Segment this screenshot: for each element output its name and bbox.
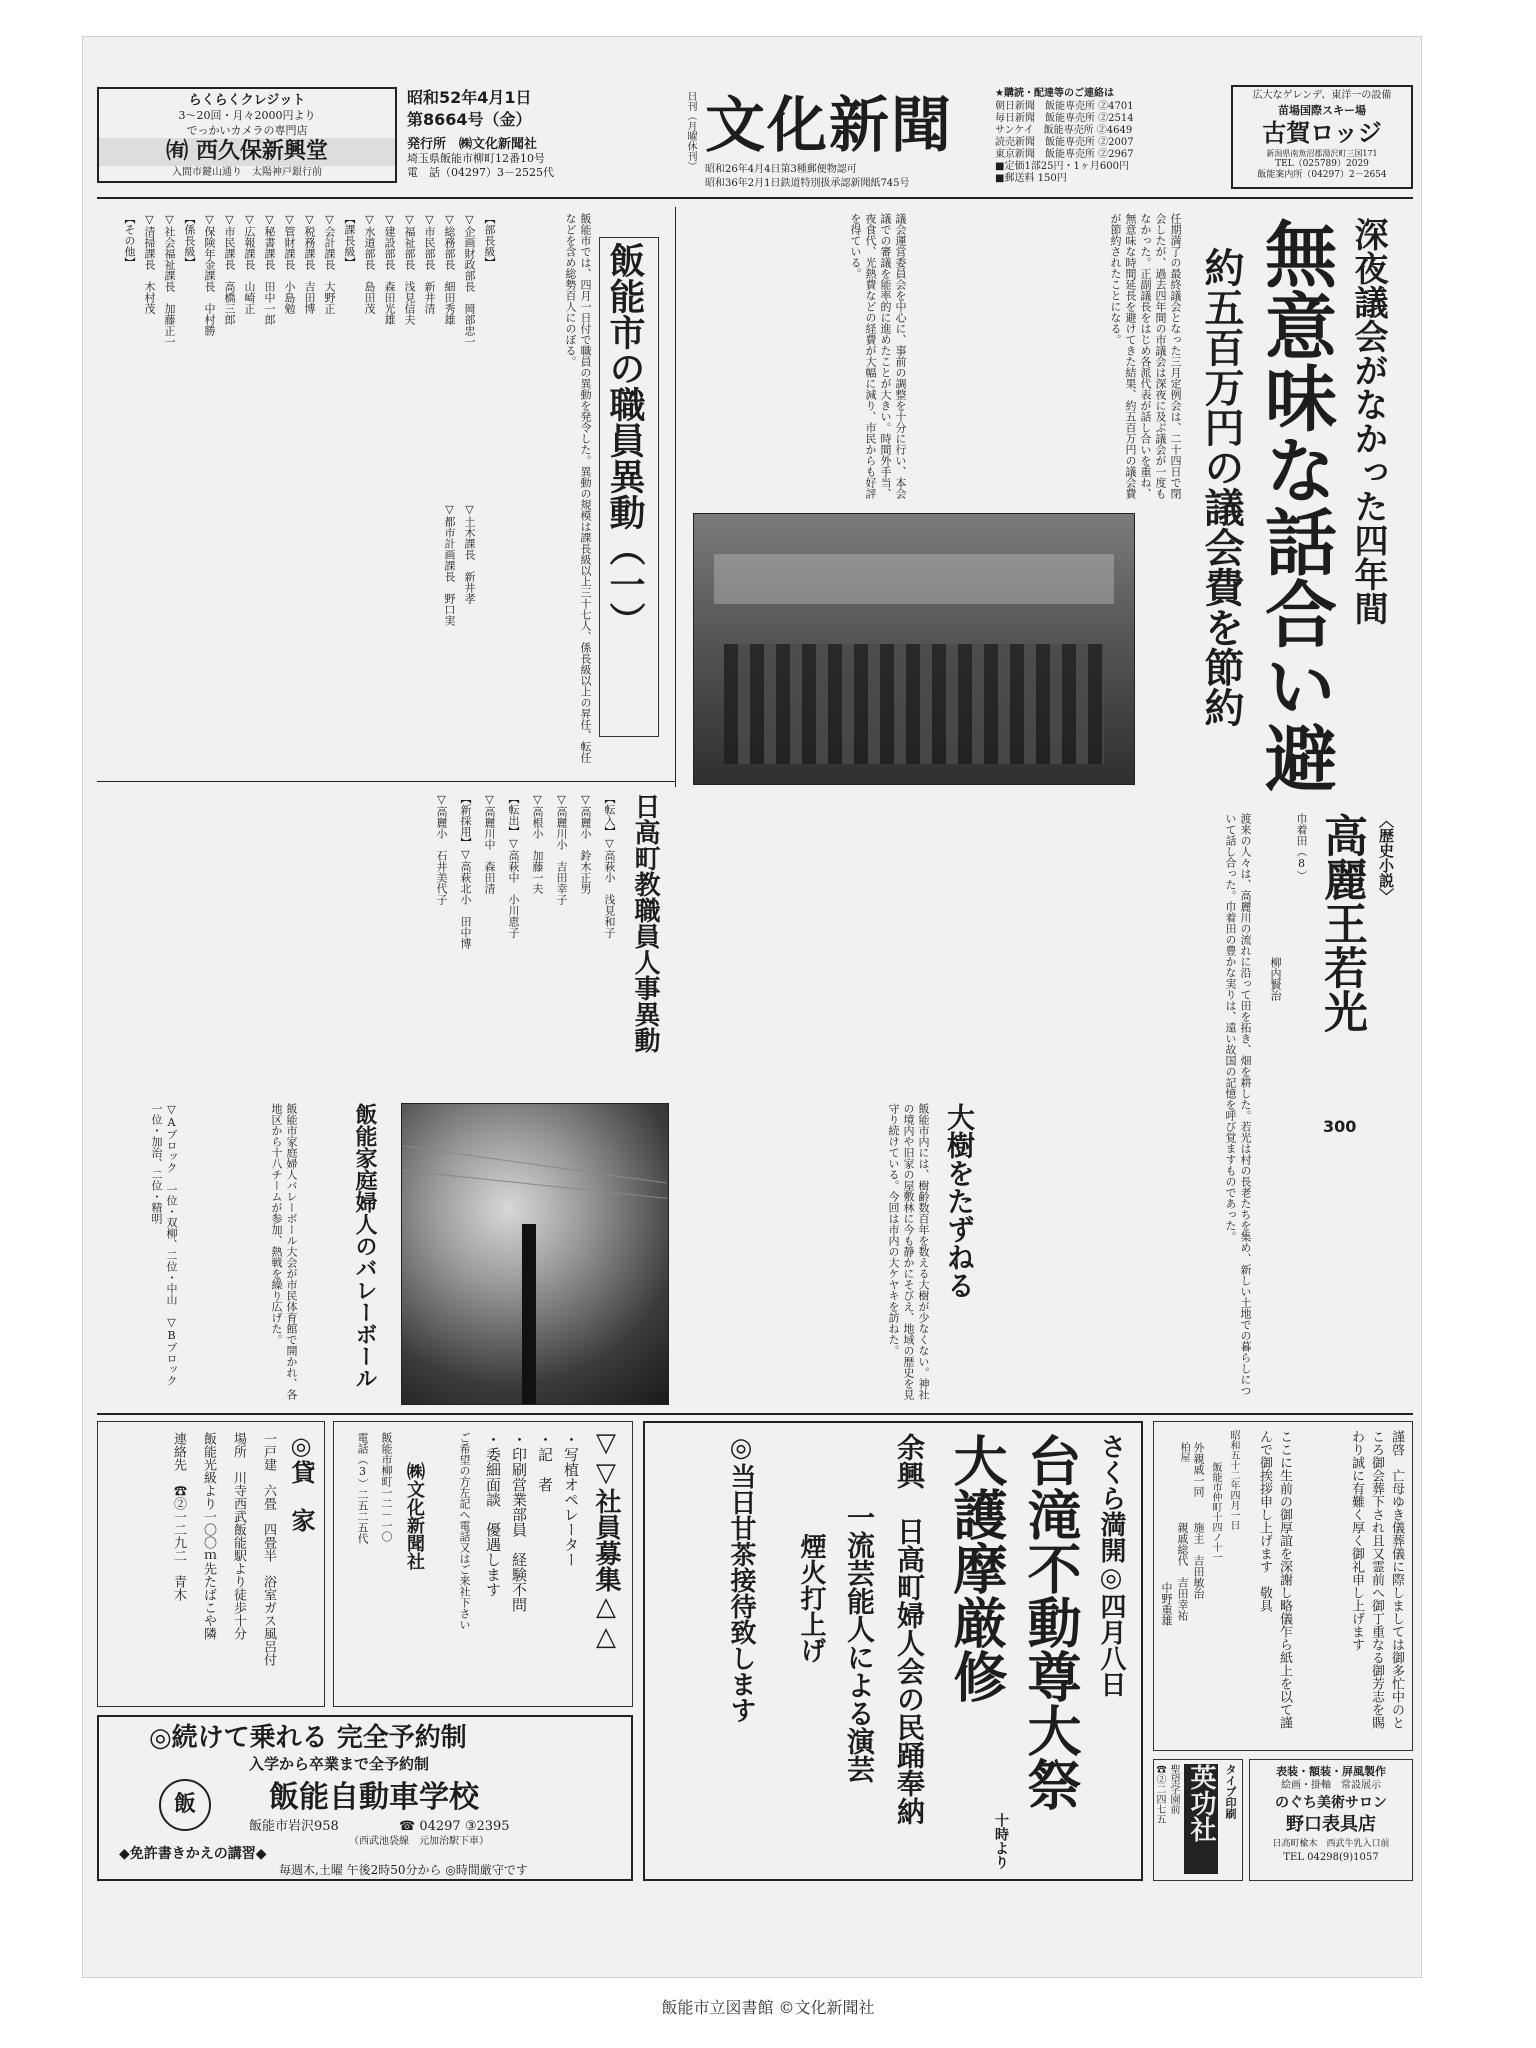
masthead-title: 文化新聞 [705, 91, 953, 161]
ad-thanks-line1: 謹啓 亡母ゆき儀葬儀に際しましては御多忙中のところ御会葬下され且又霊前へ御丁重なる御芳志を賜わり誠に有難く厚く御礼申し上げます [1349, 1430, 1404, 1729]
personnel-section-1: 【部長級】 [483, 213, 496, 268]
personnel-entry-16: ▽土木課長 新井孝 [463, 503, 476, 604]
volleyball-results: ▽Aブロック 一位・双柳、二位・中山 ▽Bブロック 一位・加治、二位・精明 [150, 1103, 178, 1397]
ad-recruit-company: ㈱文化新聞社 [404, 1462, 425, 1570]
ad-thanks [1153, 1421, 1413, 1751]
masthead-address: 埼玉県飯能市柳町12番10号 [407, 152, 545, 165]
agency-5: 東京新聞 飯能専売所 ②2967 [995, 149, 1134, 160]
teachers-entry-1: 【転入】▽高萩小 浅見和子 [603, 793, 616, 938]
teachers-entry-4: ▽高根小 加藤一夫 [531, 793, 544, 894]
ad-print-label: タイプ印刷 [1224, 1764, 1237, 1819]
personnel-entry-9: ▽管財課長 小島勉 [283, 213, 296, 314]
teachers-entry-5: 【転出】▽高萩中 小川恵子 [507, 793, 520, 938]
ad-driving-course: ◆免許書きかえの講習◆ [119, 1846, 267, 1862]
ad-rent [97, 1421, 325, 1707]
ad-festival [643, 1421, 1143, 1881]
ad-print-name: 英功社 [1184, 1764, 1218, 1874]
lead-photo-council [693, 513, 1135, 785]
ad-festival-time: 十時より [993, 1813, 1009, 1869]
ad-recruit-item-4: ・委細面談 優遇します [484, 1432, 502, 1597]
ad-koga-name: 古賀ロッジ [1262, 119, 1382, 147]
masthead-price: ■定価1部25円・1ヶ月600円 [995, 161, 1129, 172]
ad-recruit-addr: 飯能市柳町一二－一〇 [380, 1432, 393, 1542]
personnel-entry-15: ▽清掃課長 木村茂 [143, 213, 156, 314]
ad-thanks-date: 昭和五十二年四月一日 [1228, 1430, 1239, 1530]
novel-chapter: 巾着田（8） [1295, 813, 1308, 881]
personnel-entry-2: ▽総務部長 細田秀雄 [443, 213, 456, 325]
ad-festival-yokyo: 余興 日高町婦人会の民踊奉納 [893, 1433, 926, 1825]
ad-thanks-shop: 柏屋 [1178, 1442, 1189, 1462]
novel-author: 柳内賢治 [1269, 957, 1282, 1001]
masthead-postage: ■郵送料 150円 [995, 173, 1067, 184]
ad-thanks-addr: 飯能市仲町十四ノ十一 [1210, 1462, 1221, 1562]
ad-festival-name: 台滝不動尊大祭 [1019, 1433, 1082, 1811]
novel-title: 高麗王若光 [1316, 813, 1367, 1033]
ad-festival-fireworks: 煙火打上げ [796, 1533, 826, 1663]
ad-nishikubo-shop: ㈲ 西久保新興堂 [99, 138, 395, 166]
ad-nishikubo-line2: 3〜20回・月々2000円より [178, 109, 316, 122]
personnel-entry-14: ▽社会福祉課長 加藤正一 [163, 213, 176, 347]
ad-print-shop [1153, 1759, 1243, 1881]
ad-rent-title: ◎貸 家 [287, 1432, 315, 1532]
ad-driving-tel: ☎ 04297 ③2395 [399, 1819, 510, 1834]
masthead-date: 昭和52年4月1日 [407, 88, 532, 107]
ad-festival-top: さくら満開◎四月八日 [1096, 1433, 1126, 1697]
ad-nishikubo [97, 87, 397, 183]
ad-rent-line-3: 飯能光級より一〇〇ｍ先たばこや隣 [201, 1432, 216, 1640]
newspaper-page [82, 36, 1422, 1978]
ad-thanks-name-1: 施主 吉田敏治 [1192, 1522, 1205, 1599]
ad-recruit-item-2: ・記 者 [536, 1432, 554, 1492]
agency-1: 朝日新聞 飯能専売所 ②4701 [995, 101, 1134, 112]
upper-section-rule [97, 781, 675, 782]
personnel-entry-5: ▽建設部長 森田光雄 [383, 213, 396, 325]
personnel-entry-6: ▽水道部長 島田茂 [363, 213, 376, 314]
ad-art-line1: 表装・額装・屏風製作 [1276, 1765, 1386, 1778]
personnel-list [97, 213, 497, 773]
personnel-entry-7: ▽会計課長 大野正 [323, 213, 336, 314]
ad-art-name2: 野口表具店 [1286, 1814, 1376, 1835]
ad-koga-addr: 新潟県南魚沼郡湯沢町三国171 [1266, 149, 1378, 158]
masthead-permit1: 昭和26年4月4日第3種郵便物認可 [705, 164, 857, 175]
lead-body-1: 任期満了の最終議会となった三月定例会は、二十四日で閉会したが、過去四年間の市議会は深夜に及ぶ議会が一度もなかった。正副議長をはじめ各派代表が話し合いを重ね、無意味な時間延長を避けてきた結果、約五百万円の議会費が節約されたことになる。 [1109, 213, 1182, 499]
agency-3: サンケイ 飯能専売所 ②4649 [995, 125, 1133, 136]
ad-nishikubo-line1: らくらくクレジット [188, 93, 306, 108]
ad-rent-line-2: 場所 川寺西武飯能駅より徒歩十分 [231, 1432, 246, 1640]
ad-art-name1: のぐち美術サロン [1275, 1795, 1387, 1811]
ad-rent-line-1: 一戸建 六畳 四畳半 浴室ガス風呂付 [261, 1432, 276, 1666]
tree-headline: 大樹をたずねる [943, 1103, 976, 1299]
ad-driving-addr: 飯能市岩沢958 [249, 1819, 339, 1834]
ad-art-addr: 日高町楡木 西武牛乳入口前 [1272, 1839, 1390, 1849]
ad-art-tel: TEL 04298(9)1057 [1283, 1852, 1379, 1863]
personnel-headline: 飯能市の職員異動（一） [599, 237, 659, 737]
ad-thanks-line2: ここに生前の御厚誼を深謝し略儀乍ら紙上を以て謹んで御挨拶申し上げます 敬具 [1257, 1430, 1292, 1729]
tree-body: 飯能市内には、樹齢数百年を数える大樹が少なくない。神社の境内や旧家の屋敷林に今も静かにそびえ、地域の歴史を見守り続けている。今回は市内の大ケヤキを訪ねた。 [887, 1103, 930, 1400]
masthead-issue: 第8664号（金） [407, 110, 532, 129]
lead-divider [675, 207, 676, 787]
ad-nishikubo-line3: でっかいカメラの専門店 [186, 124, 308, 137]
ad-noguchi-art [1249, 1759, 1413, 1881]
masthead-rule [97, 197, 1413, 199]
ad-koga-tel2: 飯能案内所（04297）2－2654 [1257, 170, 1387, 180]
personnel-section-3: 【係長級】 [183, 213, 196, 268]
teachers-entry-2: ▽高麗小 鈴木正男 [579, 793, 592, 894]
personnel-section-2: 【課長級】 [343, 213, 356, 268]
tree-photo [401, 1103, 669, 1405]
novel-label: 〈歴史小説〉 [1377, 813, 1395, 903]
teachers-headline: 日高町教職員人事異動 [630, 793, 660, 1053]
ad-koga-line1: 広大なゲレンデ、東洋一の設備 [1252, 90, 1392, 101]
personnel-entry-3: ▽市民部長 新井清 [423, 213, 436, 314]
ad-festival-geino: 一流芸能人による演芸 [843, 1503, 876, 1783]
novel-body: 渡来の人々は、高麗川の流れに沿って田を拓き、畑を耕した。若光は村の長老たちを集め、新しい土地での暮らしについて話し合った。巾着田の豊かな実りは、遠い故国の記憶を呼び覚ますものであった。 [1224, 813, 1252, 1396]
subscription-title: ★購読・配達等のご連絡は [995, 88, 1114, 99]
masthead-permit2: 昭和36年2月1日鉄道特別扱承認新聞紙745号 [705, 178, 910, 189]
ad-thanks-name-2: 親戚総代 吉田幸祐 [1176, 1522, 1189, 1621]
lead-headline: 無意味な話合い避 [1253, 217, 1337, 793]
personnel-entry-10: ▽秘書課長 田中一郎 [263, 213, 276, 325]
ad-driving-sub: 入学から卒業まで全予約制 [249, 1755, 430, 1773]
ad-recruit-tel: 電話（3）二五二五代 [356, 1432, 369, 1544]
novel-number: 300 [1323, 1117, 1357, 1136]
ad-koga-tel1: TEL（025789）2029 [1275, 159, 1369, 169]
ad-driving-title: ◎続けて乗れる 完全予約制 [149, 1723, 467, 1753]
teachers-entry-7: 【新採用】▽高萩北小 田中博 [459, 793, 472, 949]
teachers-list [97, 793, 617, 1093]
ad-print-addr: 聖望学園前 [1168, 1764, 1179, 1814]
ad-thanks-name-4: 外親戚一同 [1192, 1442, 1205, 1497]
masthead-info [407, 87, 677, 187]
masthead-frequency: 日刊（月曜休刊） [685, 91, 696, 171]
ad-thanks-name-3: 中野重雄 [1160, 1582, 1173, 1626]
ad-driving-name: 飯能自動車学校 [269, 1780, 479, 1815]
ad-driving-station: （西武池袋線 元加治駅下車） [349, 1836, 489, 1847]
ad-print-tel: ☎②二四七五 [1154, 1764, 1165, 1824]
volleyball-headline: 飯能家庭婦人のバレーボール [352, 1103, 377, 1389]
ad-festival-rite: 大護摩厳修 [945, 1433, 1008, 1703]
lead-body-2: 議会運営委員会を中心に、事前の調整を十分に行い、本会議での審議を能率的に進めたことが大きい。時間外手当、夜食代、光熱費などの経費が大幅に減り、市民からも好評を得ている。 [849, 213, 907, 499]
ad-recruit-title: ▽▽社員募集△△ [591, 1428, 621, 1652]
personnel-entry-8: ▽税務課長 吉田博 [303, 213, 316, 314]
personnel-entry-11: ▽広報課長 山崎正 [243, 213, 256, 314]
ad-nishikubo-addr: 入間市鍵山通り 太陽神戸銀行前 [172, 167, 322, 178]
personnel-entry-13: ▽保険年金課長 中村勝 [203, 213, 216, 336]
personnel-entry-12: ▽市民課長 高橋三郎 [223, 213, 236, 325]
teachers-entry-3: ▽高麗川小 吉田幸子 [555, 793, 568, 905]
lead-kicker: 深夜議会がなかった四年間 [1348, 217, 1388, 625]
volleyball-body: 飯能市家庭婦人バレーボール大会が市民体育館で開かれ、各地区から十八チームが参加、熱戦を繰り広げた。 [270, 1103, 298, 1400]
page-footer: 飯能市立図書館 ©文化新聞社 [661, 1998, 875, 2017]
ad-rent-line-4: 連絡先 ☎②一二九二 青木 [171, 1432, 186, 1601]
agency-4: 読売新聞 飯能専売所 ②2007 [995, 137, 1134, 148]
ad-koga-line2: 苗場国際スキー場 [1278, 104, 1366, 117]
ad-driving-school [97, 1715, 633, 1881]
personnel-entry-4: ▽福祉部長 浅見信夫 [403, 213, 416, 325]
teachers-entry-8: ▽高麗小 石井美代子 [435, 793, 448, 905]
personnel-entry-1: ▽企画財政部長 岡部忠一 [463, 213, 476, 347]
ad-driving-time: 毎週木,土曜 午後2時50分から ◎時間厳守です [279, 1863, 528, 1877]
ad-koga-lodge [1231, 85, 1413, 189]
personnel-entry-17: ▽都市計画課長 野口実 [443, 503, 456, 626]
lead-sub: 約五百万円の議会費を節約 [1198, 247, 1244, 727]
masthead-publisher: 発行所 ㈱文化新聞社 [407, 137, 538, 152]
personnel-section-4: 【その他】 [123, 213, 136, 268]
personnel-intro: 飯能市では、四月一日付で職員の異動を発令した。異動の規模は課長級以上三十七人、係長級以上の昇任、転任などを含め総勢百人にのぼる。 [564, 213, 592, 763]
ad-art-line2: 絵画・掛軸 常設展示 [1281, 1780, 1381, 1791]
subscription-box [995, 87, 1223, 191]
ad-driving-logo: 飯 [159, 1779, 211, 1831]
ad-recruit-item-3: ・印刷営業部員 経験不問 [510, 1432, 528, 1612]
ad-recruit [333, 1421, 633, 1707]
mid-section-rule [97, 1413, 1413, 1415]
ad-recruit-item-1: ・写植オペレーター [562, 1432, 580, 1567]
ad-festival-tea: ◎当日甘茶接待致します [726, 1433, 756, 1723]
agency-2: 毎日新聞 飯能専売所 ②2514 [995, 113, 1134, 124]
ad-recruit-note: ご希望の方左記へ電話又はご来社下さい [458, 1432, 471, 1630]
teachers-entry-6: ▽高麗川中 森田清 [483, 793, 496, 894]
masthead-phone: 電 話（04297）3－2525代 [407, 166, 554, 179]
